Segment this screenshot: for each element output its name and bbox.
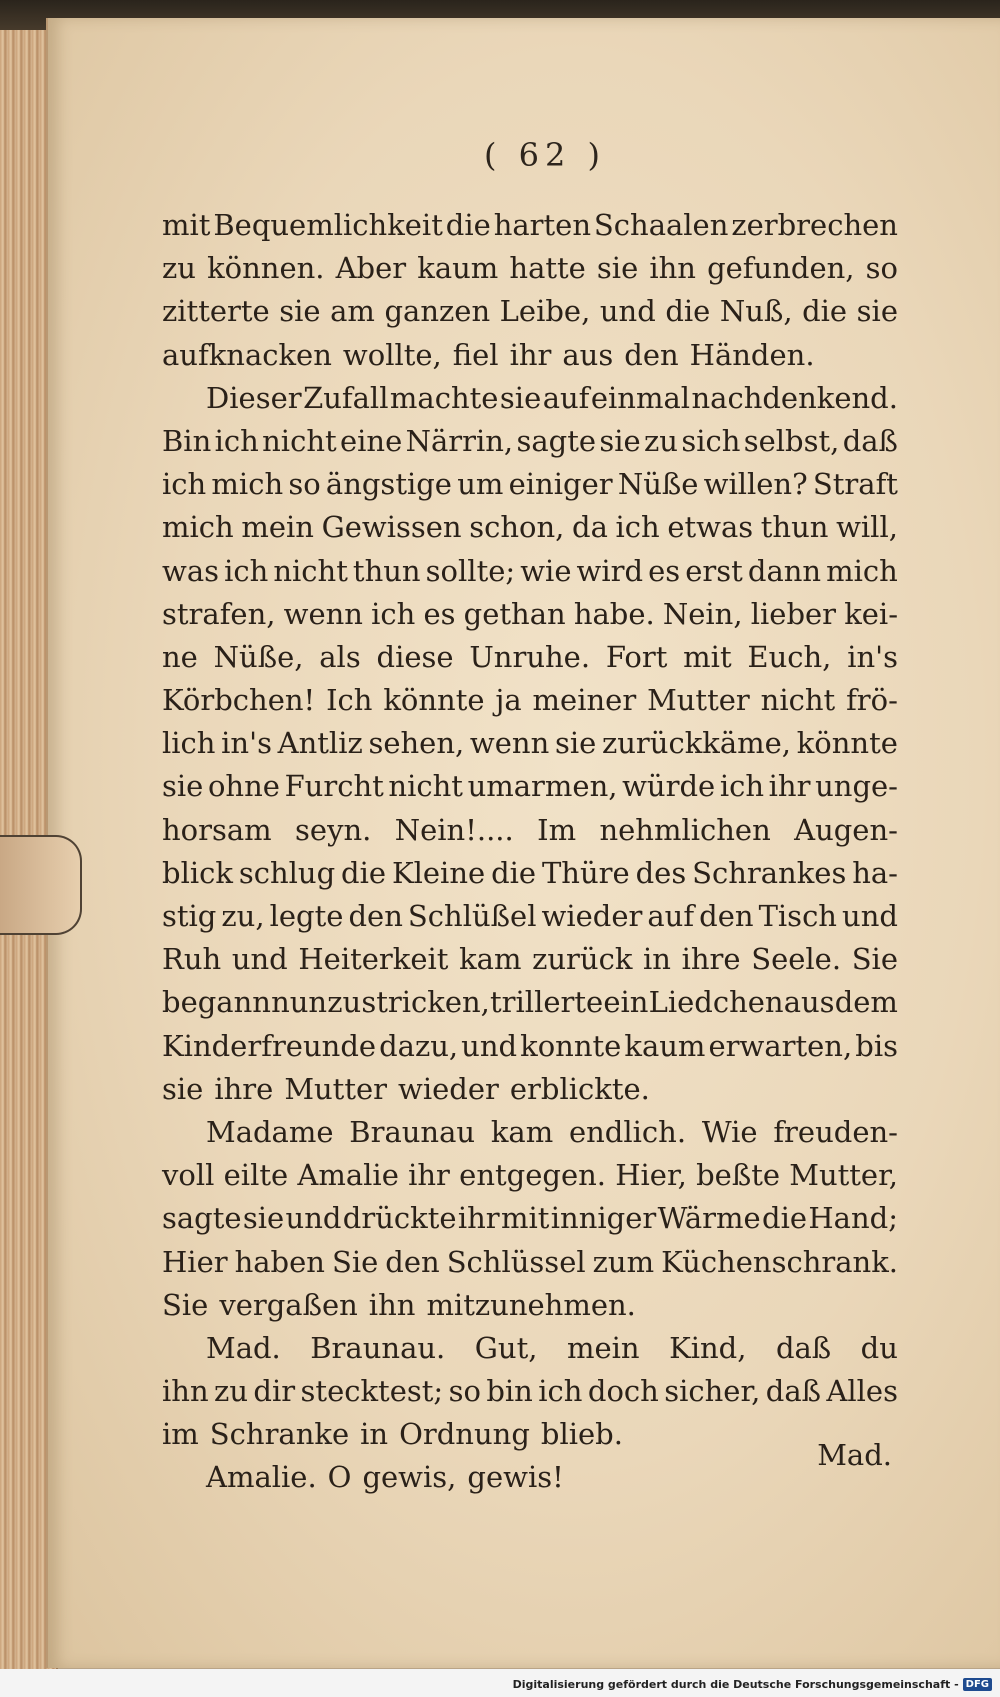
word: legte (269, 899, 344, 933)
word: bis (855, 1028, 898, 1063)
word: kam (490, 1114, 554, 1149)
word: nicht (388, 769, 463, 804)
word: ganzen (384, 294, 491, 329)
word: Nüße (617, 467, 699, 502)
word: die (491, 855, 537, 890)
word: konnte (520, 1028, 622, 1063)
word: Kind, (669, 1330, 747, 1365)
text-line (162, 852, 898, 895)
word: willen? (703, 467, 808, 502)
word: nicht (262, 423, 337, 458)
word: Mutter (647, 683, 750, 718)
dfg-logo: DFG (963, 1678, 992, 1691)
word: Euch, (747, 639, 832, 674)
word: sicher, (664, 1374, 761, 1409)
word: habe. (573, 596, 655, 631)
word: zitterte (162, 294, 270, 329)
word: mich (826, 553, 898, 588)
word: Nüße, (213, 639, 304, 674)
word: ihn (162, 1374, 209, 1409)
word: thun (760, 510, 829, 545)
word: Madame (206, 1114, 334, 1149)
word: Alles (826, 1374, 898, 1409)
word: zum (592, 1244, 655, 1279)
word: ängstige (325, 467, 452, 502)
word: begann (162, 985, 271, 1020)
word: zu (162, 251, 196, 286)
word: wieder (541, 899, 643, 933)
word: daß (842, 423, 898, 458)
word: ein (603, 985, 649, 1020)
text-line (162, 420, 898, 463)
word: sich (681, 423, 741, 458)
word: den (699, 899, 754, 933)
word: drückte (342, 1201, 457, 1236)
word: ihn (649, 251, 696, 286)
text-line (162, 1197, 898, 1240)
text-line (162, 722, 898, 765)
word: Nein, (662, 596, 743, 631)
word: könnte (383, 683, 485, 718)
text-line (162, 1327, 898, 1370)
word: Wie (701, 1114, 758, 1149)
word: wie (520, 553, 572, 588)
word: in's (221, 726, 272, 761)
word: sollte; (425, 553, 516, 588)
word: was (162, 553, 219, 588)
word: dann (747, 553, 822, 588)
word: Hier, (615, 1158, 687, 1193)
word: eilte (223, 1158, 289, 1193)
word: Braunau. (310, 1330, 446, 1365)
word: Kleine (391, 855, 486, 890)
word: in (643, 942, 671, 977)
word: nicht (273, 553, 348, 588)
text-line (162, 895, 898, 938)
word: nehmlichen (599, 812, 771, 847)
word: einmal (590, 380, 691, 415)
word: mich (211, 467, 284, 502)
word: und (285, 1201, 342, 1236)
word: aufknacken (162, 337, 332, 372)
word: erst (685, 553, 743, 588)
word: stricken, (361, 985, 490, 1020)
word: des (635, 855, 687, 890)
word: um (457, 467, 504, 502)
word: die (762, 1201, 808, 1236)
word: Ich (326, 683, 373, 718)
word: mein (241, 510, 314, 545)
word: Amalie (297, 1158, 399, 1193)
word: Furcht (284, 769, 384, 804)
word: beßte (696, 1158, 781, 1193)
word: nicht (760, 683, 836, 718)
word: unge- (815, 769, 898, 804)
word: ich (719, 769, 765, 804)
word: zu (214, 1374, 249, 1409)
word: und (599, 294, 656, 329)
word: horsam (162, 812, 272, 847)
text-line (162, 938, 898, 981)
word: Hand; (808, 1201, 898, 1236)
word: Antliz (277, 726, 363, 761)
word: sehen, (368, 726, 465, 761)
word: ich (162, 467, 207, 502)
word: Im (537, 812, 577, 847)
word: harten (493, 208, 592, 242)
word: fiel (452, 337, 499, 372)
word: nun (271, 985, 328, 1020)
word: am (330, 294, 375, 329)
text-line (162, 1413, 898, 1456)
word: wenn (469, 726, 550, 761)
word: aus (562, 337, 614, 372)
word: sie (242, 1201, 285, 1236)
word: Ordnung (399, 1417, 530, 1452)
word: kei- (844, 596, 898, 631)
word: ha- (852, 855, 898, 890)
word: in (360, 1417, 389, 1452)
text-line (162, 204, 898, 247)
word: ne (162, 639, 198, 674)
word: Küchenschrank. (661, 1244, 898, 1279)
word: Körbchen! (162, 683, 316, 718)
word: hatte (509, 251, 586, 286)
word: mitzunehmen. (426, 1287, 636, 1322)
text-line (162, 1025, 898, 1068)
word: die (341, 855, 387, 890)
word: mein (566, 1330, 640, 1365)
word: Sie (331, 1244, 379, 1279)
catchword: Mad. (817, 1438, 892, 1472)
text-line (162, 247, 898, 290)
word: dir (253, 1374, 296, 1409)
word: Sie (851, 942, 898, 977)
word: stig (162, 899, 217, 933)
word: frö- (846, 683, 898, 718)
word: den (348, 899, 403, 933)
word: Mutter (284, 1071, 388, 1106)
word: Nuß, (719, 294, 793, 329)
word: freuden- (773, 1114, 898, 1149)
word: kam (459, 942, 522, 977)
word: Kinderfreunde (162, 1028, 377, 1063)
word: bin (486, 1374, 533, 1409)
word: Unruhe. (469, 639, 591, 674)
word: Bin (162, 423, 212, 458)
page-number: ( 62 ) (483, 136, 607, 174)
word: sie (599, 423, 641, 458)
word: Mad. (206, 1330, 281, 1365)
word: schon, (469, 510, 565, 545)
word: thun (352, 553, 421, 588)
word: die (665, 294, 711, 329)
word: ich (538, 1374, 583, 1409)
word: sie (162, 769, 204, 804)
word: und (231, 942, 288, 977)
word: strafen, (162, 596, 276, 631)
word: mit (162, 208, 211, 242)
word: daß (775, 1330, 832, 1365)
text-line (162, 1111, 898, 1154)
word: die (445, 208, 491, 242)
word: doch (587, 1374, 659, 1409)
text-line (162, 1456, 898, 1499)
word: mit (501, 1201, 550, 1236)
word: Schlüßel (407, 899, 537, 933)
word: mich (162, 510, 234, 545)
word: vergaßen (219, 1287, 358, 1322)
word: kaum (417, 251, 499, 286)
text-line (162, 765, 898, 808)
word: blick (162, 855, 233, 890)
word: im (162, 1417, 199, 1452)
word: lich (162, 726, 216, 761)
word: zurück (532, 942, 633, 977)
word: Schaalen (593, 208, 729, 242)
word: es (648, 553, 681, 588)
word: ihn (368, 1287, 416, 1322)
word: trillerte (490, 985, 604, 1020)
text-line (162, 679, 898, 722)
word: Liedchen (648, 985, 784, 1020)
word: ich (615, 510, 660, 545)
word: Aber (335, 251, 407, 286)
word: endlich. (568, 1114, 687, 1149)
word: eine (339, 423, 403, 458)
word: sie (596, 251, 639, 286)
word: inniger (550, 1201, 657, 1236)
word: gefunden, (707, 251, 855, 286)
word: Fort (605, 639, 668, 674)
word: in's (847, 639, 898, 674)
word: Hier (162, 1244, 228, 1279)
word: Sie (162, 1287, 209, 1322)
word: sagte (516, 423, 597, 458)
word: ihre (681, 942, 741, 977)
word: Schrankes (692, 855, 847, 890)
word: du (860, 1330, 898, 1365)
word: auf (647, 899, 695, 933)
word: Närrin, (405, 423, 514, 458)
word: Braunau (349, 1114, 476, 1149)
word: Mutter, (789, 1158, 898, 1193)
text-line (162, 1284, 898, 1327)
word: meiner (532, 683, 637, 718)
word: machte (389, 380, 499, 415)
word: Ruh (162, 942, 222, 977)
word: sie (499, 380, 542, 415)
word: diese (376, 639, 454, 674)
word: ihr (768, 769, 811, 804)
word: ich (371, 596, 416, 631)
word: Bequemlichkeit (213, 208, 443, 242)
word: so (448, 1374, 481, 1409)
word: sie (162, 1071, 204, 1106)
text-line (162, 334, 898, 377)
word: da (572, 510, 608, 545)
word: daß (765, 1374, 822, 1409)
text-line (162, 550, 898, 593)
word: sagte (162, 1201, 242, 1236)
text-line (162, 1068, 898, 1111)
word: und (842, 899, 898, 933)
credit-text: Digitalisierung gefördert durch die Deutsche Forschungsgemeinschaft - (512, 1678, 959, 1691)
word: ihre (214, 1071, 274, 1106)
word: entgegen. (459, 1158, 606, 1193)
text-line (162, 1154, 898, 1197)
word: Leibe, (499, 294, 591, 329)
text-line (162, 636, 898, 679)
word: dazu, (379, 1028, 459, 1063)
word: ich (224, 553, 269, 588)
text-line (162, 290, 898, 333)
word: selbst, (743, 423, 840, 458)
word: Gewissen (321, 510, 462, 545)
word: Straft (812, 467, 898, 502)
word: seyn. (295, 812, 372, 847)
word: etwas (667, 510, 754, 545)
word: Schranke (209, 1417, 350, 1452)
word: voll (162, 1158, 215, 1193)
word: will, (836, 510, 898, 545)
word: zu, (221, 899, 265, 933)
text-line (162, 506, 898, 549)
body-text (162, 204, 898, 1500)
word: Thüre (541, 855, 630, 890)
word: haben (234, 1244, 325, 1279)
word: wieder (398, 1071, 499, 1106)
word: sie (279, 294, 321, 329)
word: ihr (509, 337, 552, 372)
text-line (162, 1241, 898, 1284)
word: ihr (408, 1158, 450, 1193)
word: den (624, 337, 679, 372)
word: wenn (283, 596, 363, 631)
text-line (162, 463, 898, 506)
word: zerbrechen (731, 208, 898, 242)
word: Gut, (474, 1330, 538, 1365)
word: als (319, 639, 361, 674)
word: Tisch (758, 899, 837, 933)
word: mit (683, 639, 732, 674)
text-line (162, 809, 898, 852)
word: gewis! (467, 1460, 564, 1495)
word: schlug (238, 855, 336, 890)
word: gethan (463, 596, 566, 631)
word: einiger (508, 467, 613, 502)
word: kaum (624, 1028, 706, 1063)
word: Schlüssel (446, 1244, 586, 1279)
bookmark-tab (0, 835, 82, 935)
word: die (802, 294, 848, 329)
text-line (162, 593, 898, 636)
word: Wärme (657, 1201, 761, 1236)
word: ihr (457, 1201, 500, 1236)
text-line (162, 377, 898, 420)
word: würde (622, 769, 716, 804)
text-line (162, 1370, 898, 1413)
word: könnte (796, 726, 898, 761)
word: Nein!.... (394, 812, 514, 847)
word: sie (856, 294, 898, 329)
word: Seele. (751, 942, 842, 977)
word: O (327, 1460, 352, 1495)
word: können. (207, 251, 325, 286)
word: so (288, 467, 321, 502)
text-line (162, 981, 898, 1024)
word: und (461, 1028, 518, 1063)
word: erwarten, (708, 1028, 853, 1063)
word: Augen- (794, 812, 898, 847)
word: ja (495, 683, 522, 718)
word: zu (644, 423, 678, 458)
word: blieb. (540, 1417, 623, 1452)
word: umarmen, (467, 769, 618, 804)
word: ich (214, 423, 259, 458)
word: Dieser (206, 380, 302, 415)
word: stecktest; (300, 1374, 444, 1409)
word: Amalie. (206, 1460, 317, 1495)
word: aus (783, 985, 835, 1020)
word: Zufall (303, 380, 389, 415)
word: zu (327, 985, 362, 1020)
word: nachdenkend. (691, 380, 898, 415)
word: Heiterkeit (298, 942, 449, 977)
word: wird (576, 553, 644, 588)
word: gewis, (362, 1460, 457, 1495)
word: zurückkäme, (601, 726, 792, 761)
word: auf (542, 380, 590, 415)
word: wollte, (342, 337, 442, 372)
word: es (423, 596, 456, 631)
word: lieber (750, 596, 837, 631)
word: ohne (207, 769, 280, 804)
word: sie (554, 726, 597, 761)
word: den (385, 1244, 440, 1279)
word: Händen. (689, 337, 815, 372)
word: so (865, 251, 898, 286)
word: erblickte. (509, 1071, 650, 1106)
digitization-credit (513, 1678, 992, 1691)
word: dem (834, 985, 898, 1020)
